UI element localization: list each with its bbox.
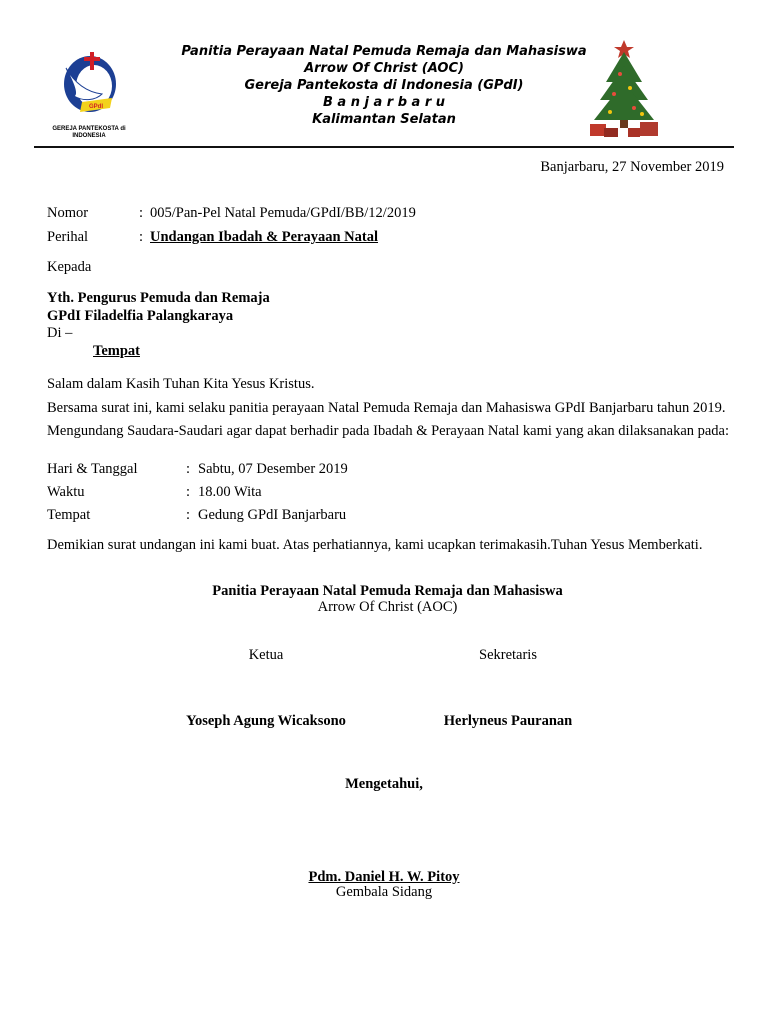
greeting: Salam dalam Kasih Tuhan Kita Yesus Kristus. <box>47 376 315 392</box>
closing-paragraph: Demikian surat undangan ini kami buat. Atas perhatiannya, kami ucapkan terimakasih.Tuhan Yesus Memberkati. <box>47 537 703 553</box>
recipient-line1: Yth. Pengurus Pemuda dan Remaja <box>47 290 270 306</box>
header-church: Gereja Pantekosta di Indonesia (GPdI) <box>244 78 524 93</box>
logo-caption: GEREJA PANTEKOSTA di INDONESIA <box>52 126 126 139</box>
event-date-colon: : <box>186 461 191 477</box>
event-place-colon: : <box>186 507 191 523</box>
event-time-colon: : <box>186 484 191 500</box>
nomor-label: Nomor <box>47 205 89 221</box>
event-place-value: Gedung GPdI Banjarbaru <box>198 507 347 523</box>
nomor-value: 005/Pan-Pel Natal Pemuda/GPdI/BB/12/2019 <box>150 205 416 221</box>
event-place-label: Tempat <box>47 507 91 523</box>
signature-org-line2: Arrow Of Christ (AOC) <box>317 599 458 615</box>
name-sekretaris: Herlyneus Pauranan <box>443 713 573 729</box>
header-province: Kalimantan Selatan <box>312 112 456 127</box>
place-date: Banjarbaru, 27 November 2019 <box>540 159 724 175</box>
acknowledge-label: Mengetahui, <box>345 776 423 792</box>
signature-org-line1: Panitia Perayaan Natal Pemuda Remaja dan Mahasiswa <box>212 583 563 599</box>
kepada: Kepada <box>47 259 92 275</box>
pastor-name: Pdm. Daniel H. W. Pitoy <box>308 869 460 885</box>
recipient-line2: GPdI Filadelfia Palangkaraya <box>47 308 234 324</box>
event-time-label: Waktu <box>47 484 85 500</box>
di-label: Di – <box>47 325 73 341</box>
perihal-colon: : <box>139 229 144 245</box>
body-paragraph-2: Mengundang Saudara-Saudari agar dapat berhadir pada Ibadah & Perayaan Natal kami yang akan dilaksanakan pada: <box>47 423 730 439</box>
body-paragraph-1: Bersama surat ini, kami selaku panitia perayaan Natal Pemuda Remaja dan Mahasiswa GPdI Banjarbaru tahun 2019. <box>47 400 726 416</box>
perihal-label: Perihal <box>47 229 89 245</box>
event-date-value: Sabtu, 07 Desember 2019 <box>198 461 348 477</box>
header-committee: Panitia Perayaan Natal Pemuda Remaja dan Mahasiswa <box>181 44 587 59</box>
perihal-value: Undangan Ibadah & Perayaan Natal <box>150 229 379 245</box>
header-city: B a n j a r b a r u <box>322 95 446 110</box>
event-time-value: 18.00 Wita <box>198 484 262 500</box>
nomor-colon: : <box>139 205 144 221</box>
logo-banner-text: GPdI <box>88 104 104 110</box>
role-ketua: Ketua <box>248 647 284 663</box>
tempat-label: Tempat <box>93 343 140 359</box>
header-aoc: Arrow Of Christ (AOC) <box>304 61 464 76</box>
header-divider <box>34 146 734 148</box>
name-ketua: Yoseph Agung Wicaksono <box>186 713 346 729</box>
event-date-label: Hari & Tanggal <box>47 461 138 477</box>
role-sekretaris: Sekretaris <box>479 647 537 663</box>
pastor-role: Gembala Sidang <box>335 884 433 900</box>
